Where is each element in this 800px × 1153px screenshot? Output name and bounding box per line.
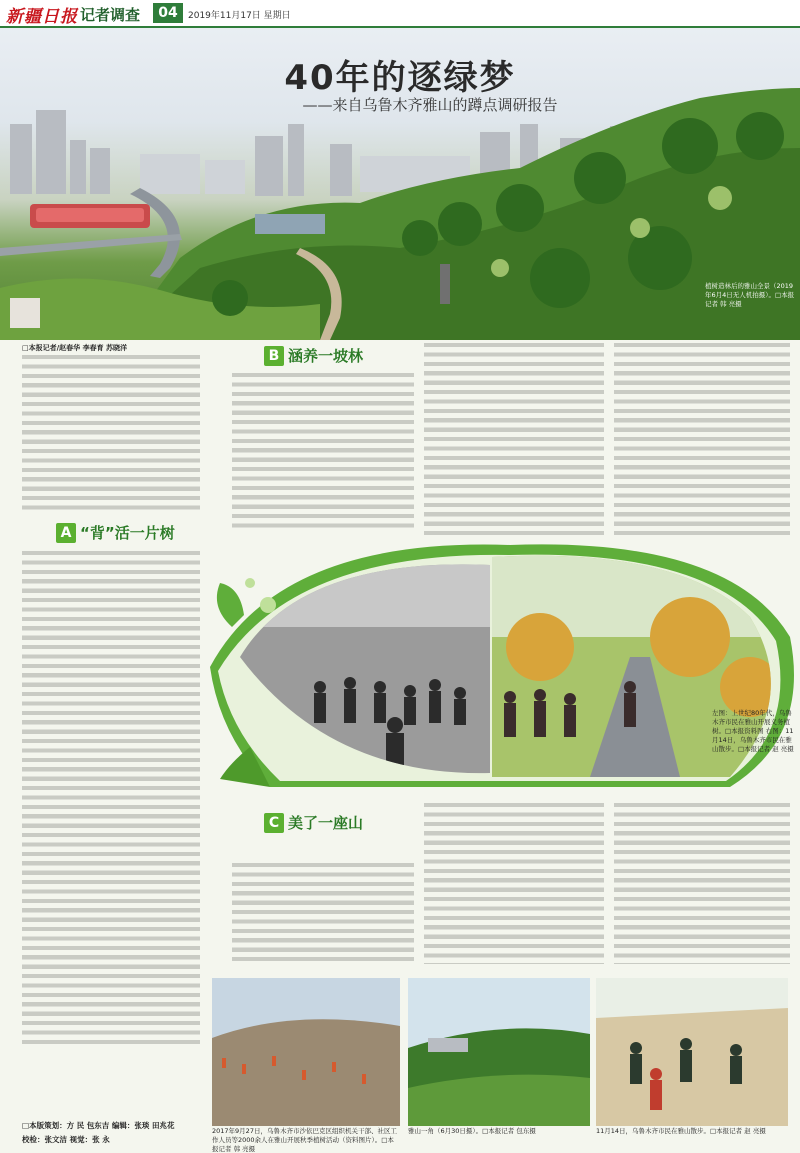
article-column bbox=[424, 340, 604, 536]
leaf-caption: 左图：上世纪80年代，乌鲁木齐市民在雅山开展义务植树。□本报资料图 右图：11月14日，乌鲁木齐市民在雅山散步。□本报记者 赵 亮摄 bbox=[712, 709, 794, 753]
article-column bbox=[22, 352, 200, 512]
issue-date: 2019年11月17日 星期日 bbox=[188, 11, 291, 21]
section-badge: C bbox=[264, 813, 284, 833]
article-column bbox=[22, 548, 200, 1048]
subheadline: ——来自乌鲁木齐雅山的蹲点调研报告 bbox=[302, 96, 558, 114]
bottom-photo-1-caption: 2017年9月27日，乌鲁木齐市沙依巴克区组织机关干部、社区工作人员等2000余人在雅山开展秋季植树活动（资料图片）。□本报记者 韩 亮摄 bbox=[212, 1127, 397, 1153]
hero-photo-caption: 植树造林后的雅山全景（2019年6月4日无人机拍摄）。□本报记者 韩 亮摄 bbox=[705, 282, 795, 308]
section-title: 涵养一坡林 bbox=[288, 347, 364, 365]
article-column bbox=[232, 370, 414, 530]
section-heading-b bbox=[264, 345, 363, 366]
masthead bbox=[0, 0, 800, 28]
section-heading-a bbox=[56, 522, 175, 543]
bottom-photo-1 bbox=[212, 978, 400, 1126]
bottom-photo-3 bbox=[596, 978, 788, 1126]
headline: 40年的逐绿梦 bbox=[284, 58, 516, 98]
bottom-photo-3-caption: 11月14日，乌鲁木齐市民在雅山散步。□本报记者 赵 亮摄 bbox=[596, 1127, 766, 1135]
section-title: “背”活一片树 bbox=[80, 524, 175, 542]
page-number: 04 bbox=[153, 3, 183, 23]
section-badge: A bbox=[56, 523, 76, 543]
bottom-photo-2-caption: 雅山一角（6月30日摄）。□本报记者 包东摄 bbox=[408, 1127, 536, 1135]
page-credits-line1: □本版策划：方 民 包东吉 编辑：张琰 田兆花 bbox=[22, 1121, 175, 1130]
byline: □本报记者/赵春华 李春育 苏晓洋 bbox=[22, 344, 128, 352]
newspaper-logo: 新疆日报 bbox=[6, 7, 78, 27]
section-title: 美了一座山 bbox=[288, 814, 364, 832]
article-column bbox=[424, 800, 604, 964]
section-badge: B bbox=[264, 346, 284, 366]
article-column bbox=[232, 860, 414, 964]
leaf-photo-collage bbox=[210, 537, 800, 790]
page-credits-line2: 校检：张文洁 视觉：张 永 bbox=[22, 1135, 110, 1144]
hero-photo bbox=[0, 28, 800, 340]
bottom-photo-2 bbox=[408, 978, 590, 1126]
article-column bbox=[614, 800, 790, 964]
section-name: 记者调查 bbox=[80, 6, 141, 24]
article-column bbox=[614, 340, 790, 536]
section-heading-c bbox=[264, 812, 363, 833]
